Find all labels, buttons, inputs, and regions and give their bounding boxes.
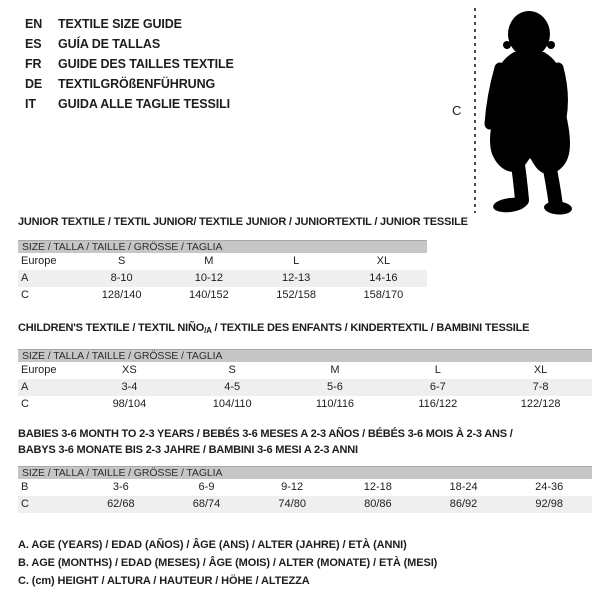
- table-cell: 7-8: [532, 381, 549, 393]
- language-list: [25, 14, 234, 114]
- table-cell: 8-10: [110, 272, 133, 284]
- table-cell: XS: [122, 364, 137, 376]
- table-cell: 24-36: [535, 481, 564, 493]
- row-label: C: [21, 398, 29, 410]
- table-cell: 12-18: [363, 481, 392, 493]
- table-cell: L: [434, 364, 441, 376]
- table-cell: 122/128: [520, 398, 561, 410]
- table-row: [18, 270, 427, 287]
- table-cell: XL: [533, 364, 548, 376]
- size-table-junior: [18, 240, 427, 304]
- table-cell: 10-12: [194, 272, 223, 284]
- table-row: [18, 496, 592, 513]
- row-label: C: [21, 498, 29, 510]
- heading-text: CHILDREN'S TEXTILE / TEXTIL NIÑO: [18, 322, 205, 334]
- language-code: FR: [25, 57, 42, 71]
- table-row: [18, 396, 592, 413]
- table-cell: 3-4: [121, 381, 138, 393]
- language-row: [25, 74, 234, 94]
- language-row: [25, 54, 234, 74]
- language-code: ES: [25, 37, 42, 51]
- language-code: DE: [25, 77, 43, 91]
- footnote-a: A. AGE (YEARS) / EDAD (AÑOS) / ÂGE (ANS) / ALTER (JAHRE) / ETÀ (ANNI): [18, 539, 407, 551]
- table-cell: 140/152: [188, 289, 229, 301]
- table-cell: 12-13: [282, 272, 311, 284]
- row-label: C: [21, 289, 29, 301]
- heading-line-2: BABYS 3-6 MONATE BIS 2-3 JAHRE / BAMBINI 3-6 MESI A 2-3 ANNI: [18, 444, 358, 456]
- table-cell: 110/116: [315, 398, 355, 410]
- row-label: B: [21, 481, 29, 493]
- row-label: Europe: [21, 255, 57, 267]
- section-heading-junior: JUNIOR TEXTILE / TEXTIL JUNIOR/ TEXTILE JUNIOR / JUNIORTEXTIL / JUNIOR TESSILE: [18, 216, 468, 228]
- row-label: A: [21, 272, 29, 284]
- row-label: Europe: [21, 364, 57, 376]
- table-cell: 116/122: [418, 398, 458, 410]
- row-label: A: [21, 381, 29, 393]
- table-cell: 6-7: [429, 381, 446, 393]
- size-header-bar: SIZE / TALLA / TAILLE / GRÖSSE / TAGLIA: [18, 349, 592, 362]
- table-row: [18, 362, 592, 379]
- language-code: IT: [25, 97, 36, 111]
- table-cell: 86/92: [449, 498, 478, 510]
- footnote-c: C. (cm) HEIGHT / ALTURA / HAUTEUR / HÖHE / ALTEZZA: [18, 575, 310, 587]
- table-cell: M: [330, 364, 340, 376]
- language-title: GUÍA DE TALLAS: [58, 37, 161, 51]
- table-cell: 98/104: [112, 398, 147, 410]
- language-title: GUIDA ALLE TAGLIE TESSILI: [58, 97, 231, 111]
- size-table-babies: [18, 466, 592, 513]
- table-cell: S: [228, 364, 236, 376]
- language-title: TEXTILE SIZE GUIDE: [58, 17, 182, 31]
- table-cell: 3-6: [112, 481, 129, 493]
- language-row: [25, 94, 234, 114]
- table-row: [18, 253, 427, 270]
- language-title: GUIDE DES TAILLES TEXTILE: [58, 57, 234, 71]
- table-cell: S: [117, 255, 126, 267]
- language-code: EN: [25, 17, 43, 31]
- table-cell: 128/140: [101, 289, 142, 301]
- size-table-children: [18, 349, 592, 413]
- table-cell: XL: [376, 255, 391, 267]
- language-title: TEXTILGRÖßENFÜHRUNG: [58, 77, 216, 91]
- table-row: [18, 479, 592, 496]
- footnote-b: B. AGE (MONTHS) / EDAD (MESES) / ÂGE (MOIS) / ALTER (MONATE) / ETÀ (MESI): [18, 557, 438, 569]
- language-row: [25, 14, 234, 34]
- table-cell: L: [293, 255, 300, 267]
- table-cell: 6-9: [198, 481, 215, 493]
- table-cell: M: [204, 255, 214, 267]
- table-row: [18, 379, 592, 396]
- heading-subscript: /A: [204, 326, 212, 335]
- height-measure-label: C: [452, 103, 462, 118]
- table-cell: 158/170: [363, 289, 404, 301]
- table-cell: 92/98: [535, 498, 563, 510]
- height-measure-dashed-line: [474, 8, 476, 213]
- table-cell: 18-24: [449, 481, 478, 493]
- table-cell: 62/68: [107, 498, 135, 510]
- table-cell: 9-12: [281, 481, 304, 493]
- table-cell: 152/158: [276, 289, 316, 301]
- table-cell: 4-5: [224, 381, 241, 393]
- table-cell: 14-16: [369, 272, 398, 284]
- table-cell: 80/86: [364, 498, 392, 510]
- table-cell: 104/110: [212, 398, 252, 410]
- footnotes: [18, 536, 437, 590]
- size-header-bar: SIZE / TALLA / TAILLE / GRÖSSE / TAGLIA: [18, 466, 592, 479]
- table-cell: 74/80: [278, 498, 306, 510]
- size-header-bar: SIZE / TALLA / TAILLE / GRÖSSE / TAGLIA: [18, 240, 427, 253]
- heading-text: / TEXTILE DES ENFANTS / KINDERTEXTIL / BAMBINI TESSILE: [211, 322, 530, 334]
- table-cell: 5-6: [327, 381, 343, 393]
- baby-silhouette-icon: [484, 8, 588, 216]
- section-heading-babies: [18, 426, 513, 458]
- language-row: [25, 34, 234, 54]
- table-cell: 68/74: [192, 498, 221, 510]
- section-heading-children: [18, 322, 529, 335]
- table-row: [18, 287, 427, 304]
- heading-line-1: BABIES 3-6 MONTH TO 2-3 YEARS / BEBÉS 3-6 MESES A 2-3 AÑOS / BÉBÉS 3-6 MOIS À 2-3 ANS /: [18, 428, 513, 440]
